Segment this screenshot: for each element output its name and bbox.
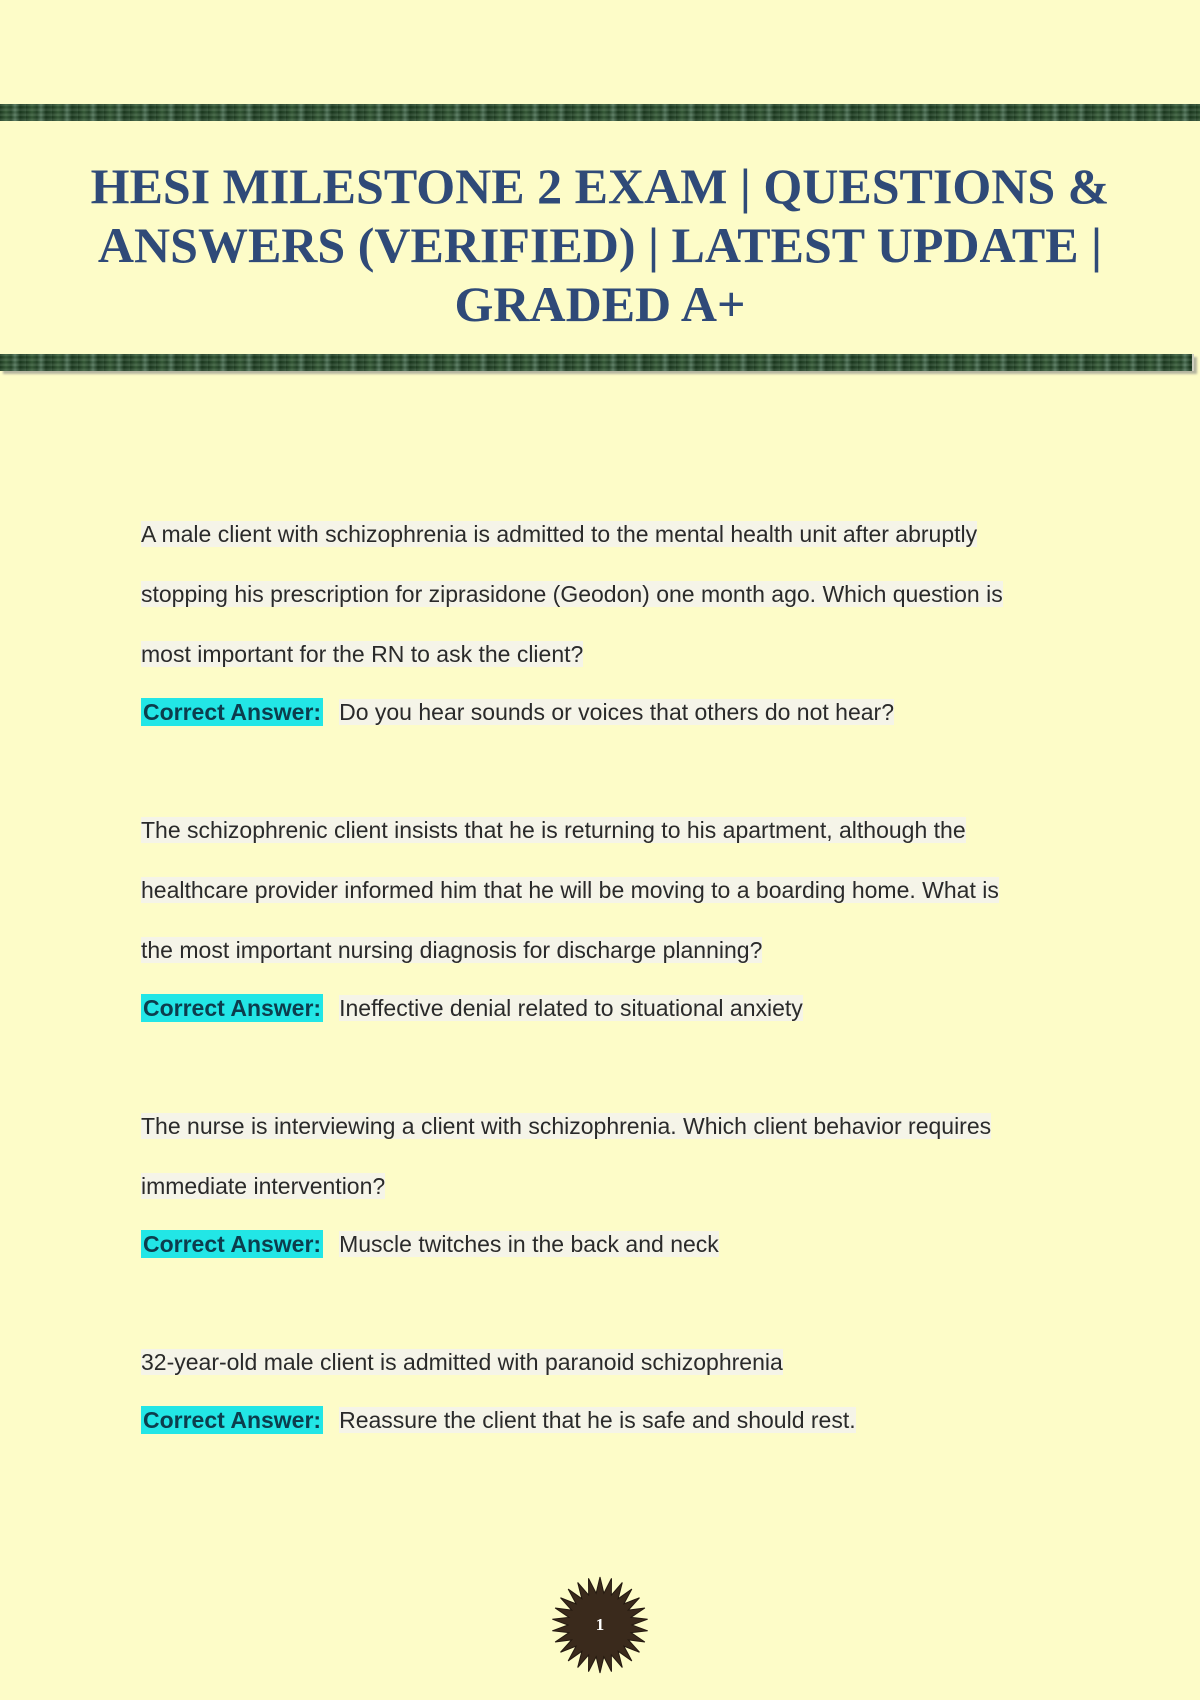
answer-text: Reassure the client that he is safe and should rest.: [339, 1407, 856, 1433]
qa-item-4: [141, 1332, 1081, 1448]
qa-item-1: [141, 504, 1081, 740]
answer-text: Ineffective denial related to situational anxiety: [339, 995, 803, 1021]
header-top-band: [0, 104, 1200, 121]
header-bottom-band: [0, 354, 1194, 371]
correct-answer-label: Correct Answer:: [143, 699, 322, 725]
question-text: The nurse is interviewing a client with schizophrenia. Which client behavior requires immediate intervention?: [141, 1113, 992, 1199]
page-number-badge: [550, 1575, 650, 1675]
question-text: A male client with schizophrenia is admitted to the mental health unit after abruptly stopping his prescription for ziprasidone (Geodon) one month ago. Which question is most important for the RN to ask the client?: [141, 521, 1003, 667]
answer-line: [141, 1216, 1081, 1272]
qa-item-3: [141, 1096, 1081, 1272]
answer-text: Muscle twitches in the back and neck: [339, 1231, 719, 1257]
page-number: 1: [595, 1615, 605, 1634]
answer-text: Do you hear sounds or voices that others do not hear?: [339, 699, 894, 725]
correct-answer-label: Correct Answer:: [143, 1407, 322, 1433]
qa-item-2: [141, 800, 1081, 1036]
answer-line: [141, 684, 1081, 740]
answer-line: [141, 1392, 1081, 1448]
question-text: The schizophrenic client insists that he is returning to his apartment, although the healthcare provider informed him that he will be moving to a boarding home. What is the most important nursing diagnosis for discharge planning?: [141, 817, 999, 963]
correct-answer-label: Correct Answer:: [143, 995, 322, 1021]
correct-answer-label: Correct Answer:: [143, 1231, 322, 1257]
question-text: 32-year-old male client is admitted with paranoid schizophrenia: [141, 1349, 783, 1375]
document-title: HESI MILESTONE 2 EXAM | QUESTIONS & ANSWERS (VERIFIED) | LATEST UPDATE | GRADED A+: [90, 158, 1110, 332]
answer-line: [141, 980, 1081, 1036]
